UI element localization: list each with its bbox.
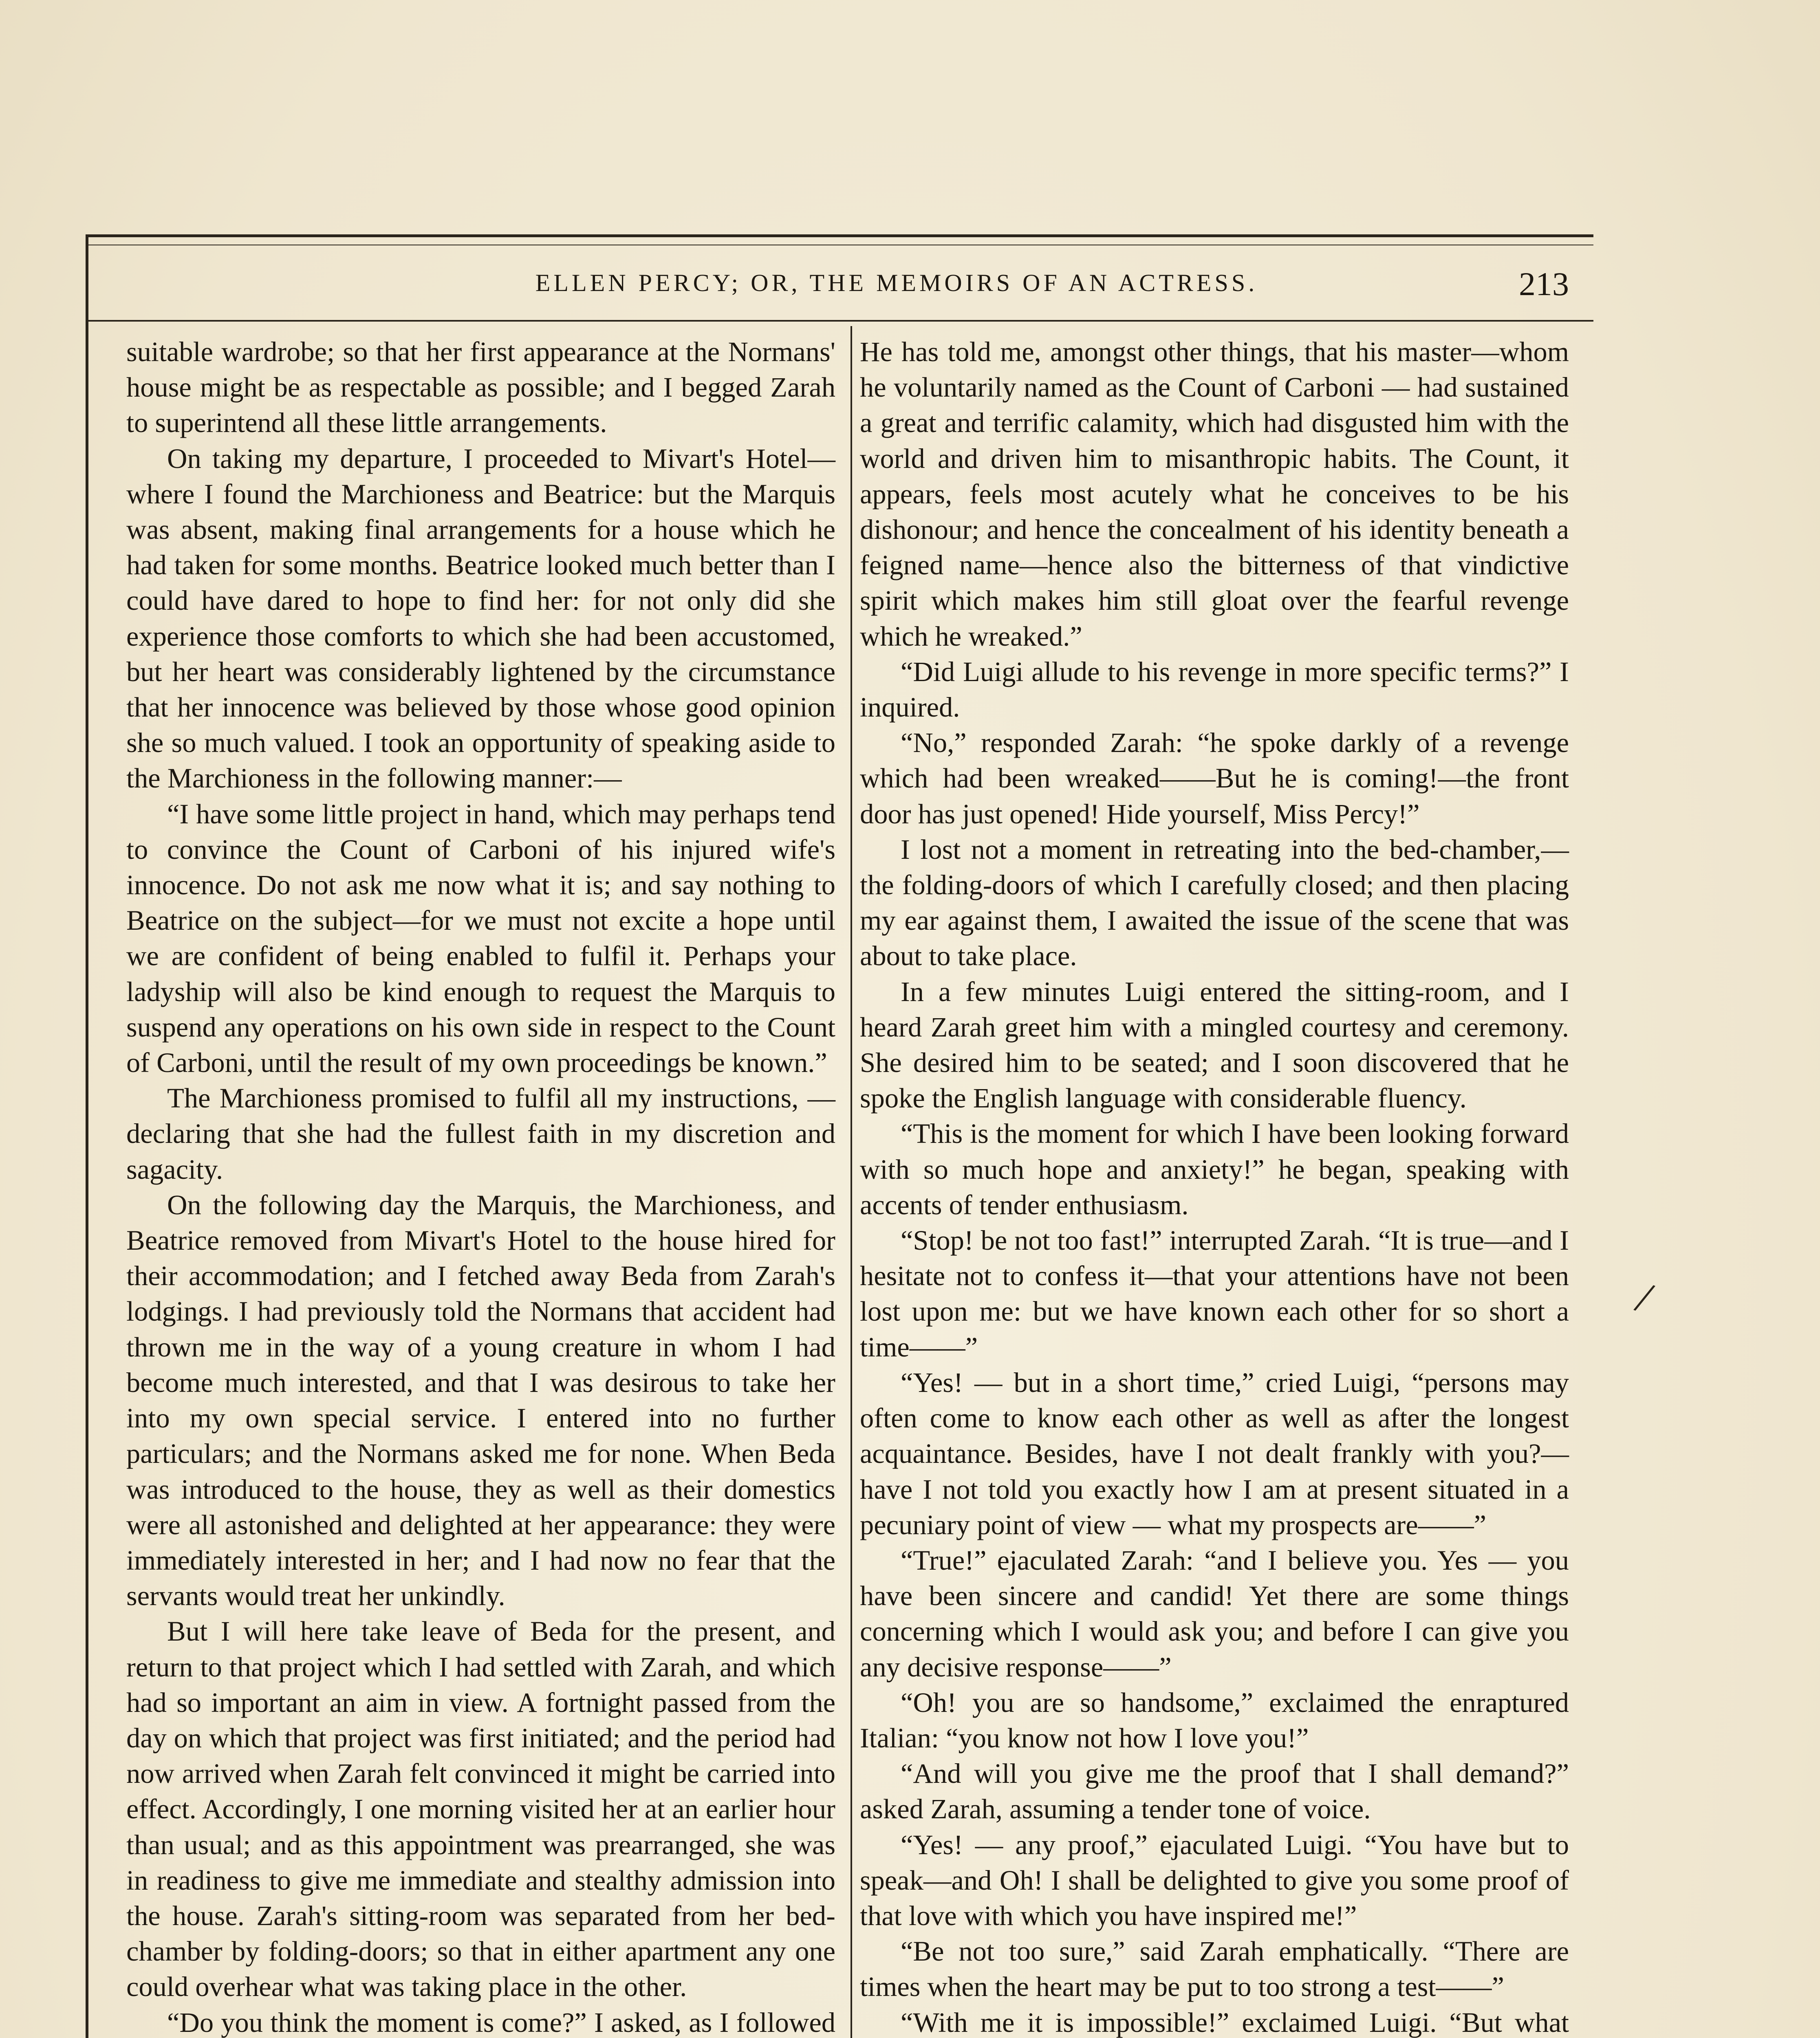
paragraph: “Did Luigi allude to his revenge in more specific terms?” I inquired.: [860, 656, 1569, 723]
paragraph: I lost not a moment in retreating into the bed-chamber,—the folding-doors of which I carefully closed; and then placing my ear against them, I awaited the issue of the scene that was about to take place.: [860, 834, 1569, 972]
paragraph: “Yes! — any proof,” ejaculated Luigi. “You have but to speak—and Oh! I shall be delighted to give you some proof of that love with which you have inspired me!”: [860, 1829, 1569, 1931]
paragraph: “This is the moment for which I have been looking forward with so much hope and anxiety!” he began, speaking with accents of tender enthusiasm.: [860, 1118, 1569, 1220]
paragraph: “And will you give me the proof that I shall demand?” asked Zarah, assuming a tender tone of voice.: [860, 1758, 1569, 1825]
paragraph: “True!” ejaculated Zarah: “and I believe you. Yes — you have been sincere and candid! Yet there are some things concerning which I would ask you; and before I can give you any decisive response——”: [860, 1544, 1569, 1683]
paragraph: “With me it is impossible!” exclaimed Luigi. “But what: [901, 2007, 1569, 2038]
left-border-rule: [86, 234, 88, 2038]
paragraph: “Oh! you are so handsome,” exclaimed the enraptured Italian: “you know not how I love you!”: [860, 1687, 1569, 1753]
paragraph: The Marchioness promised to fulfil all my instructions, — declaring that she had the fullest faith in my discretion and sagacity.: [126, 1083, 835, 1185]
paragraph: In a few minutes Luigi entered the sitting-room, and I heard Zarah greet him with a mingled courtesy and ceremony. She desired him to be seated; and I soon discovered that he spoke the English language with considerable fluency.: [860, 976, 1569, 1114]
paragraph: “Yes! — but in a short time,” cried Luigi, “persons may often come to know each other as well as after the longest acquaintance. Besides, have I not dealt frankly with you?—have I not told you exactly how I am at present situated in a pecuniary point of view — what my prospects are——”: [860, 1367, 1569, 1540]
paragraph: “I have some little project in hand, which may perhaps tend to convince the Count of Carboni of his injured wife's innocence. Do not ask me now what it is; and say nothing to Beatrice on the subject—for we must not excite a hope until we are confident of being enabled to fulfil it. Perhaps your ladyship will also be kind enough to request the Marquis to suspend any operations on his own side in respect to the Count of Carboni, until the result of my own proceedings be known.”: [126, 798, 835, 1079]
top-rule: [86, 234, 1593, 237]
page-number: 213: [1519, 265, 1569, 302]
paragraph: “No,” responded Zarah: “he spoke darkly of a revenge which had been wreaked——But he is coming!—the front door has just opened! Hide yourself, Miss Percy!”: [860, 727, 1569, 829]
header-rule: [86, 320, 1593, 322]
left-column: [126, 334, 835, 2038]
paragraph: suitable wardrobe; so that her first appearance at the Normans' house might be as respectable as possible; and I begged Zarah to superintend all these little arrangements.: [126, 336, 835, 439]
paragraph: “Stop! be not too fast!” interrupted Zarah. “It is true—and I hesitate not to confess it—that your attentions have not been lost upon me: but we have known each other for so short a time——”: [860, 1225, 1569, 1363]
paragraph: “Do you think the moment is come?” I asked, as I followed: [167, 2007, 835, 2038]
paragraph: “Be not too sure,” said Zarah emphatically. “There are times when the heart may be put to too strong a test——”: [860, 1936, 1569, 2003]
stray-ink-mark: /: [1630, 1272, 1659, 1323]
paragraph: He has told me, amongst other things, that his master—whom he voluntarily named as the Count of Carboni — had sustained a great and terrific calamity, which had disgusted him with the world and driven him to misanthropic habits. The Count, it appears, feels most acutely what he conceives to be his dishonour; and hence the concealment of his identity beneath a feigned name—hence also the bitterness of that vindictive spirit which makes him still gloat over the fearful revenge which he wreaked.”: [860, 336, 1569, 652]
column-divider: [851, 326, 852, 2038]
right-column: [860, 334, 1569, 2038]
paragraph: On taking my departure, I proceeded to Mivart's Hotel—where I found the Marchioness and Beatrice: but the Marquis was absent, making final arrangements for a house which he had taken for some months. Beatrice looked much better than I could have dared to hope to find her: for not only did she experience those comforts to which she had been accustomed, but her heart was considerably lightened by the circumstance that her innocence was believed by those whose good opinion she so much valued. I took an opportunity of speaking aside to the Marchioness in the following manner:—: [126, 443, 835, 794]
paragraph: On the following day the Marquis, the Marchioness, and Beatrice removed from Mivart's Hotel to the house hired for their accommodation; and I fetched away Beda from Zarah's lodgings. I had previously told the Normans that accident had thrown me in the way of a young creature in whom I had become much interested, and that I was desirous to take her into my own special service. I entered into no further particulars; and the Normans asked me for none. When Beda was introduced to the house, they as well as their domestics were all astonished and delighted at her appearance: they were immediately interested in her; and I had now no fear that the servants would treat her unkindly.: [126, 1189, 835, 1612]
running-title: ELLEN PERCY; OR, THE MEMOIRS OF AN ACTRESS.: [535, 269, 1258, 296]
paragraph: But I will here take leave of Beda for the present, and return to that project which I had settled with Zarah, and which had so important an aim in view. A fortnight passed from the day on which that project was first initiated; and the period had now arrived when Zarah felt convinced it might be carried into effect. Accordingly, I one morning visited her at an earlier hour than usual; and as this appointment was prearranged, she was in readiness to give me immediate and stealthy admission into the house. Zarah's sitting-room was separated from her bed-chamber by folding-doors; so that in either apartment any one could overhear what was taking place in the other.: [126, 1616, 835, 2003]
